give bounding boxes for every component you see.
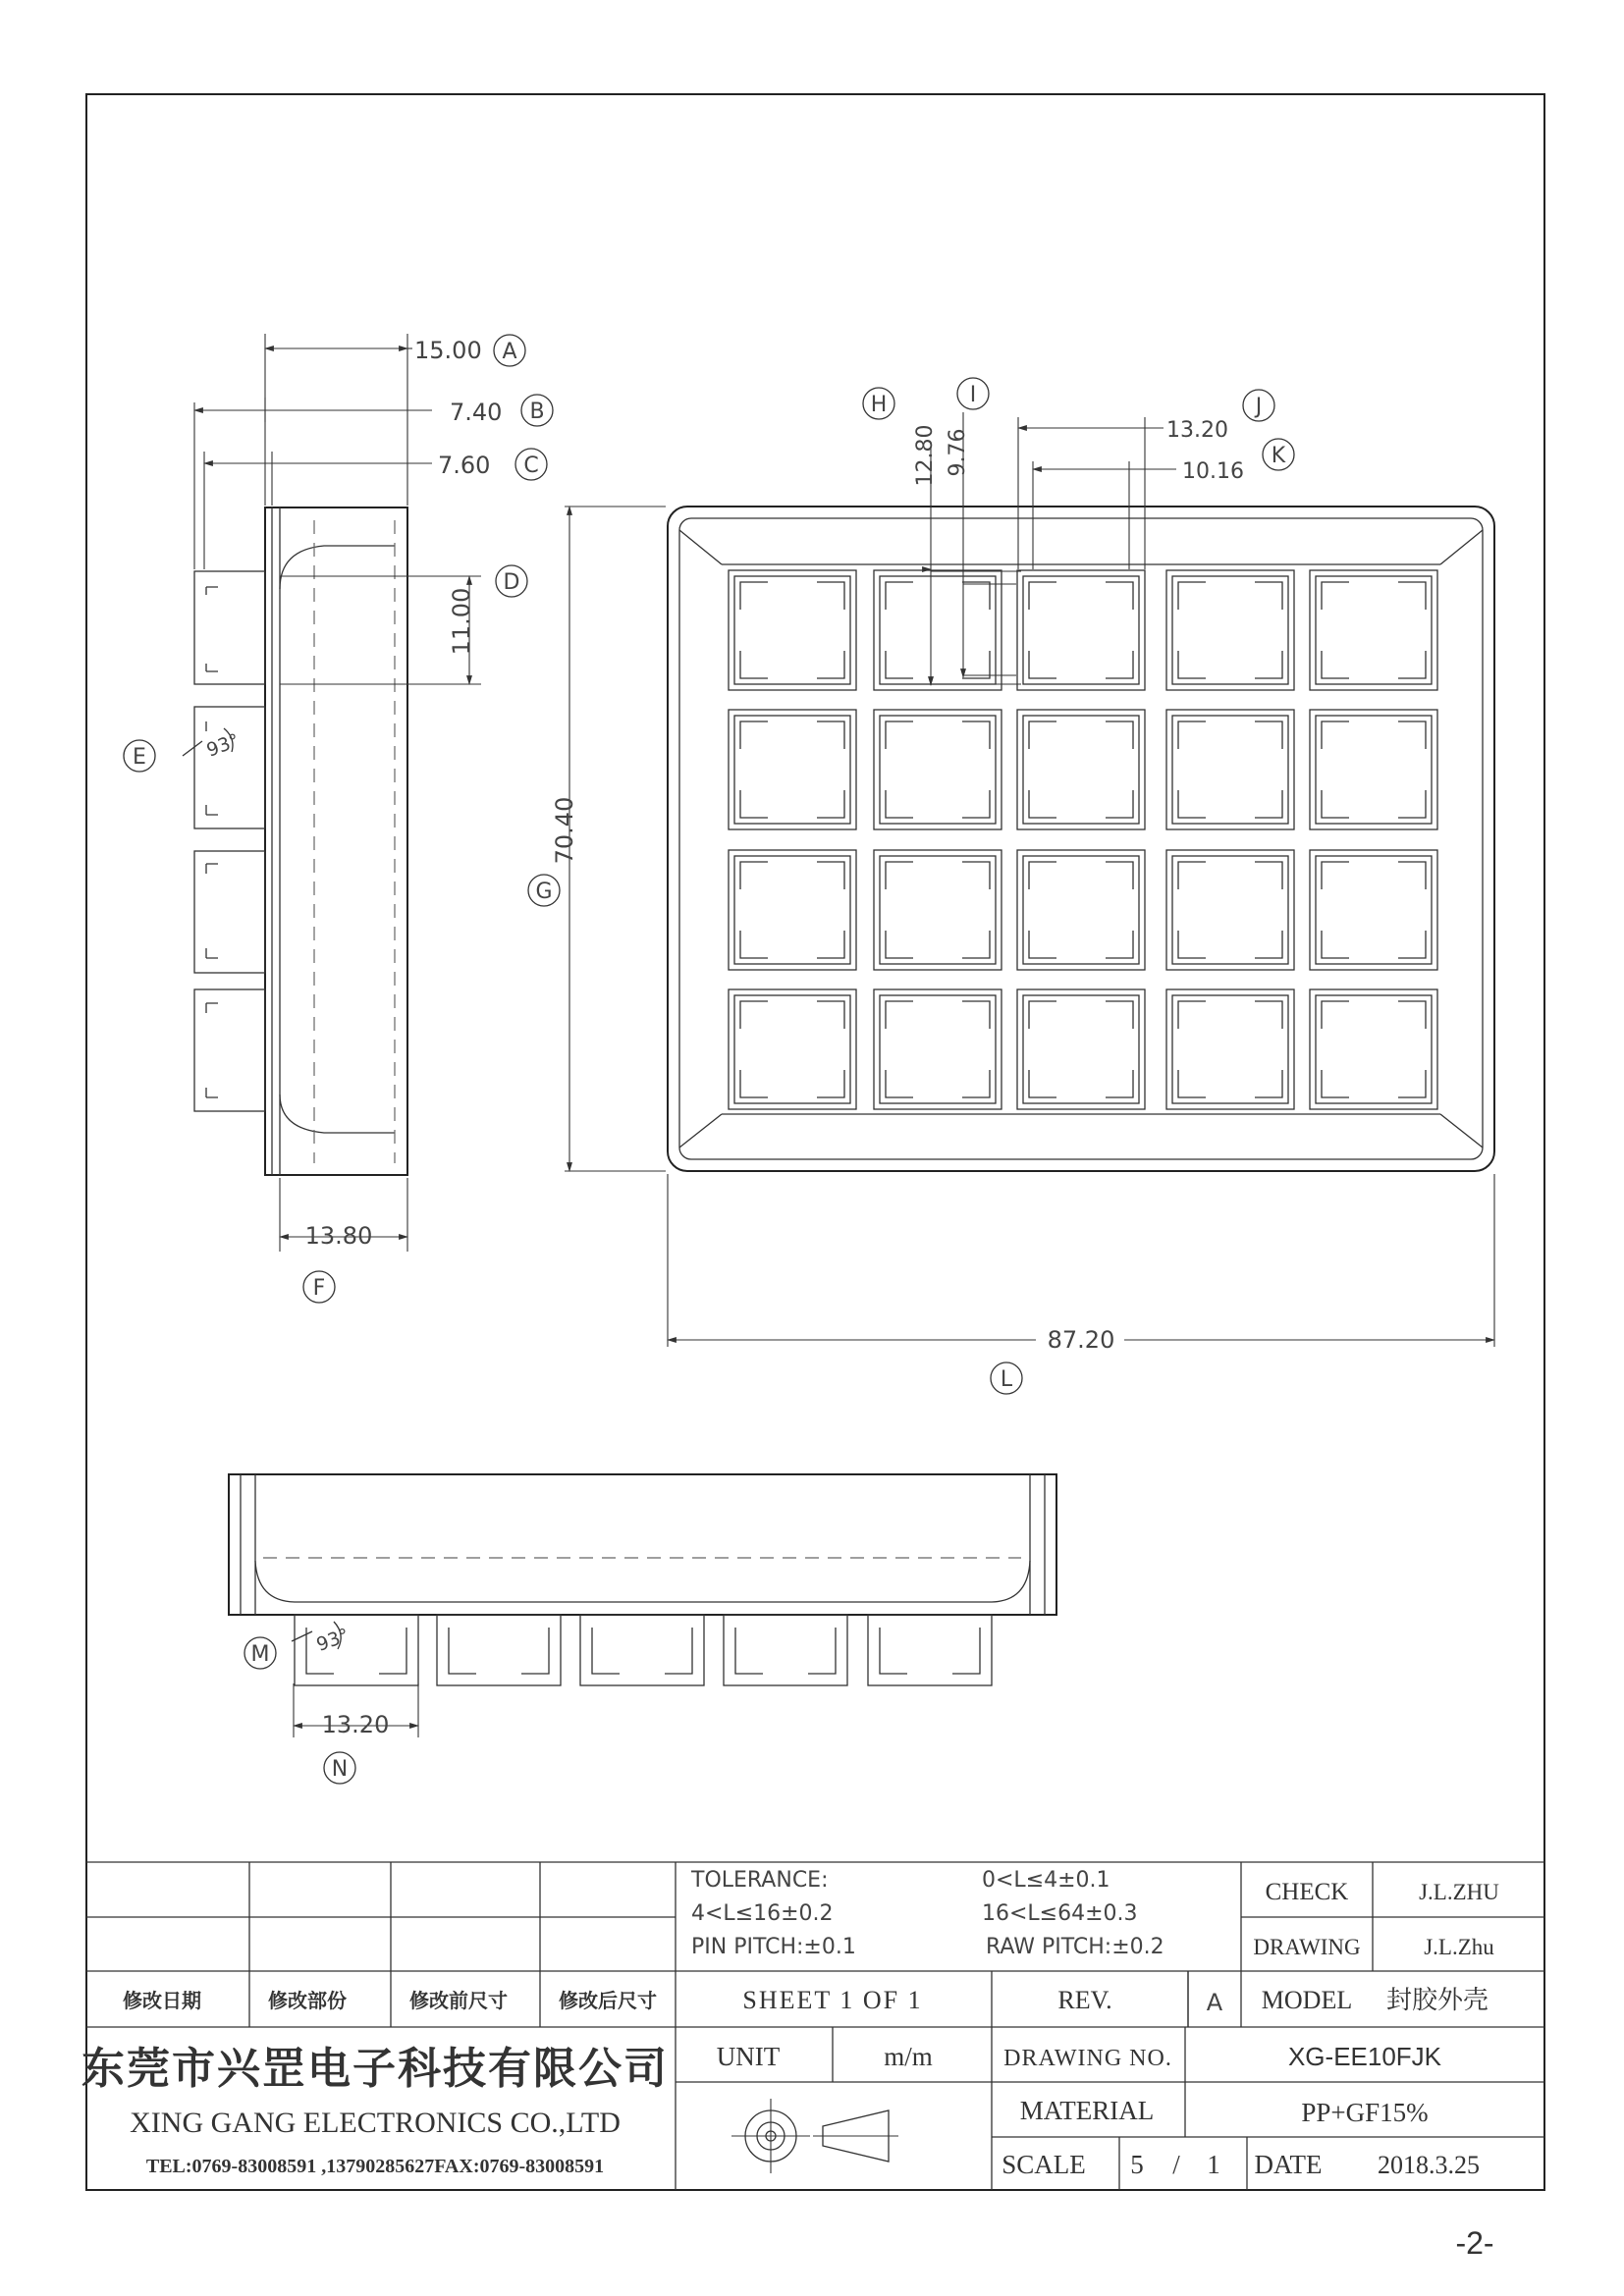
material-label: MATERIAL <box>1019 2096 1155 2125</box>
cavity-cell <box>729 570 856 690</box>
company-contact: TEL:0769-83008591 ,13790285627FAX:0769-83008591 <box>145 2156 605 2177</box>
company-name-en: XING GANG ELECTRONICS CO.,LTD <box>130 2107 621 2139</box>
dimension-K <box>1033 439 1294 569</box>
cavity-cell <box>1017 570 1145 690</box>
projection-symbol <box>731 2099 898 2173</box>
cavity-cell <box>1166 570 1294 690</box>
dimension-B-value: 7.40 <box>450 399 503 426</box>
material-value: PP+GF15% <box>1301 2098 1429 2127</box>
dimension-D-label: D <box>503 570 520 595</box>
cavity-cell <box>1310 989 1437 1109</box>
dimension-K-value: 10.16 <box>1182 459 1244 484</box>
raw-pitch: RAW PITCH:±0.2 <box>986 1935 1164 1959</box>
company-name-cn: 东莞市兴罡电子科技有限公司 <box>81 2045 669 2093</box>
check-value: J.L.ZHU <box>1419 1880 1499 1904</box>
cavity-cell <box>729 850 856 970</box>
side-cell-2 <box>194 707 265 828</box>
dimension-B <box>194 395 553 569</box>
callout-E-label: E <box>133 745 146 770</box>
dimension-C-label: C <box>523 454 539 478</box>
tolerance-range-3: 16<L≤64±0.3 <box>982 1901 1138 1926</box>
cavity-cell <box>1166 710 1294 829</box>
callout-M <box>244 1637 276 1669</box>
side-draft-angle: 93° <box>203 729 243 762</box>
cavity-grid <box>729 570 1437 1109</box>
cavity-cell <box>874 570 1001 690</box>
dimension-F-label: F <box>312 1276 326 1301</box>
dimension-K-label: K <box>1271 444 1286 468</box>
cavity-cell <box>1166 989 1294 1109</box>
dimension-C <box>204 449 547 569</box>
title-block <box>81 1862 1544 2190</box>
cavity-cell <box>1166 850 1294 970</box>
dimension-H-value: 12.80 <box>913 424 938 487</box>
scale-label: SCALE <box>1001 2150 1086 2179</box>
drawing-label: DRAWING <box>1253 1935 1361 1959</box>
dimension-H <box>863 388 1021 685</box>
dimension-I-label: I <box>969 383 977 407</box>
dimension-I <box>946 378 1016 677</box>
rev-value: A <box>1206 1989 1223 2016</box>
front-cell <box>437 1615 561 1685</box>
unit-value: m/m <box>884 2042 933 2071</box>
callout-M-label: M <box>250 1642 270 1667</box>
model-label: MODEL <box>1261 1986 1353 2014</box>
cavity-cell <box>1310 850 1437 970</box>
tolerance-range-2: 4<L≤16±0.2 <box>691 1901 834 1926</box>
front-view <box>229 1474 1056 1685</box>
dimension-I-value: 9.76 <box>946 428 970 477</box>
cavity-cell <box>874 710 1001 829</box>
drawing-no-label: DRAWING NO. <box>1003 2046 1172 2071</box>
page-number: -2- <box>1455 2225 1494 2261</box>
callout-E <box>124 740 155 772</box>
front-cell <box>724 1615 847 1685</box>
tolerance-label: TOLERANCE: <box>691 1868 829 1893</box>
cavity-cell <box>874 989 1001 1109</box>
dimension-N-label: N <box>331 1757 349 1782</box>
side-cell-1 <box>194 571 265 684</box>
dimension-L-label: L <box>1000 1367 1013 1392</box>
side-view <box>183 507 407 1175</box>
dimension-J-value: 13.20 <box>1166 418 1228 443</box>
cavity-cell <box>1310 710 1437 829</box>
front-draft-angle: 93° <box>313 1624 352 1656</box>
cavity-cell <box>874 850 1001 970</box>
side-cell-3 <box>194 851 265 973</box>
revision-header-part: 修改部份 <box>268 1991 347 2012</box>
dimension-B-label: B <box>529 400 545 424</box>
front-cell <box>295 1615 418 1685</box>
revision-header-before: 修改前尺寸 <box>409 1991 508 2012</box>
date-label: DATE <box>1254 2150 1323 2179</box>
dimension-N <box>294 1683 418 1784</box>
dimension-G <box>528 507 666 1171</box>
top-view <box>668 507 1494 1171</box>
dimension-D <box>280 565 527 684</box>
revision-header-date: 修改日期 <box>123 1991 201 2012</box>
scale-den: 1 <box>1207 2150 1220 2179</box>
dimension-N-value: 13.20 <box>321 1711 390 1738</box>
dimension-J-label: J <box>1255 395 1263 419</box>
date-value: 2018.3.25 <box>1378 2151 1480 2179</box>
cavity-cell <box>1017 710 1145 829</box>
drawing-value: J.L.Zhu <box>1424 1935 1494 1959</box>
dimension-F-value: 13.80 <box>304 1222 373 1250</box>
scale-sep: / <box>1172 2150 1180 2179</box>
check-label: CHECK <box>1265 1879 1349 1905</box>
dimension-F <box>280 1178 407 1303</box>
dimension-G-label: G <box>535 880 553 904</box>
cavity-cell <box>729 710 856 829</box>
dimension-G-value: 70.40 <box>551 796 578 865</box>
rev-label: REV. <box>1057 1986 1112 2014</box>
unit-label: UNIT <box>716 2042 781 2071</box>
sheet-count: SHEET 1 OF 1 <box>742 1986 923 2014</box>
front-cell <box>868 1615 992 1685</box>
dimension-L-value: 87.20 <box>1047 1326 1115 1354</box>
dimension-A-label: A <box>502 340 517 364</box>
cavity-cell <box>1310 570 1437 690</box>
dimension-D-value: 11.00 <box>448 587 475 656</box>
dimension-A-value: 15.00 <box>414 337 482 364</box>
front-cell <box>580 1615 704 1685</box>
side-cell-4 <box>194 989 265 1111</box>
cavity-cell <box>1017 989 1145 1109</box>
dimension-C-value: 7.60 <box>438 452 491 479</box>
pin-pitch: PIN PITCH:±0.1 <box>691 1935 856 1959</box>
model-value: 封胶外壳 <box>1385 1985 1489 2014</box>
drawing-no-value: XG-EE10FJK <box>1287 2042 1442 2071</box>
scale-num: 5 <box>1130 2150 1144 2179</box>
dimension-L <box>668 1174 1494 1394</box>
cavity-cell <box>1017 850 1145 970</box>
cavity-cell <box>729 989 856 1109</box>
tolerance-range-1: 0<L≤4±0.1 <box>982 1868 1110 1893</box>
revision-header-after: 修改后尺寸 <box>559 1991 657 2012</box>
dimension-H-label: H <box>870 393 888 417</box>
